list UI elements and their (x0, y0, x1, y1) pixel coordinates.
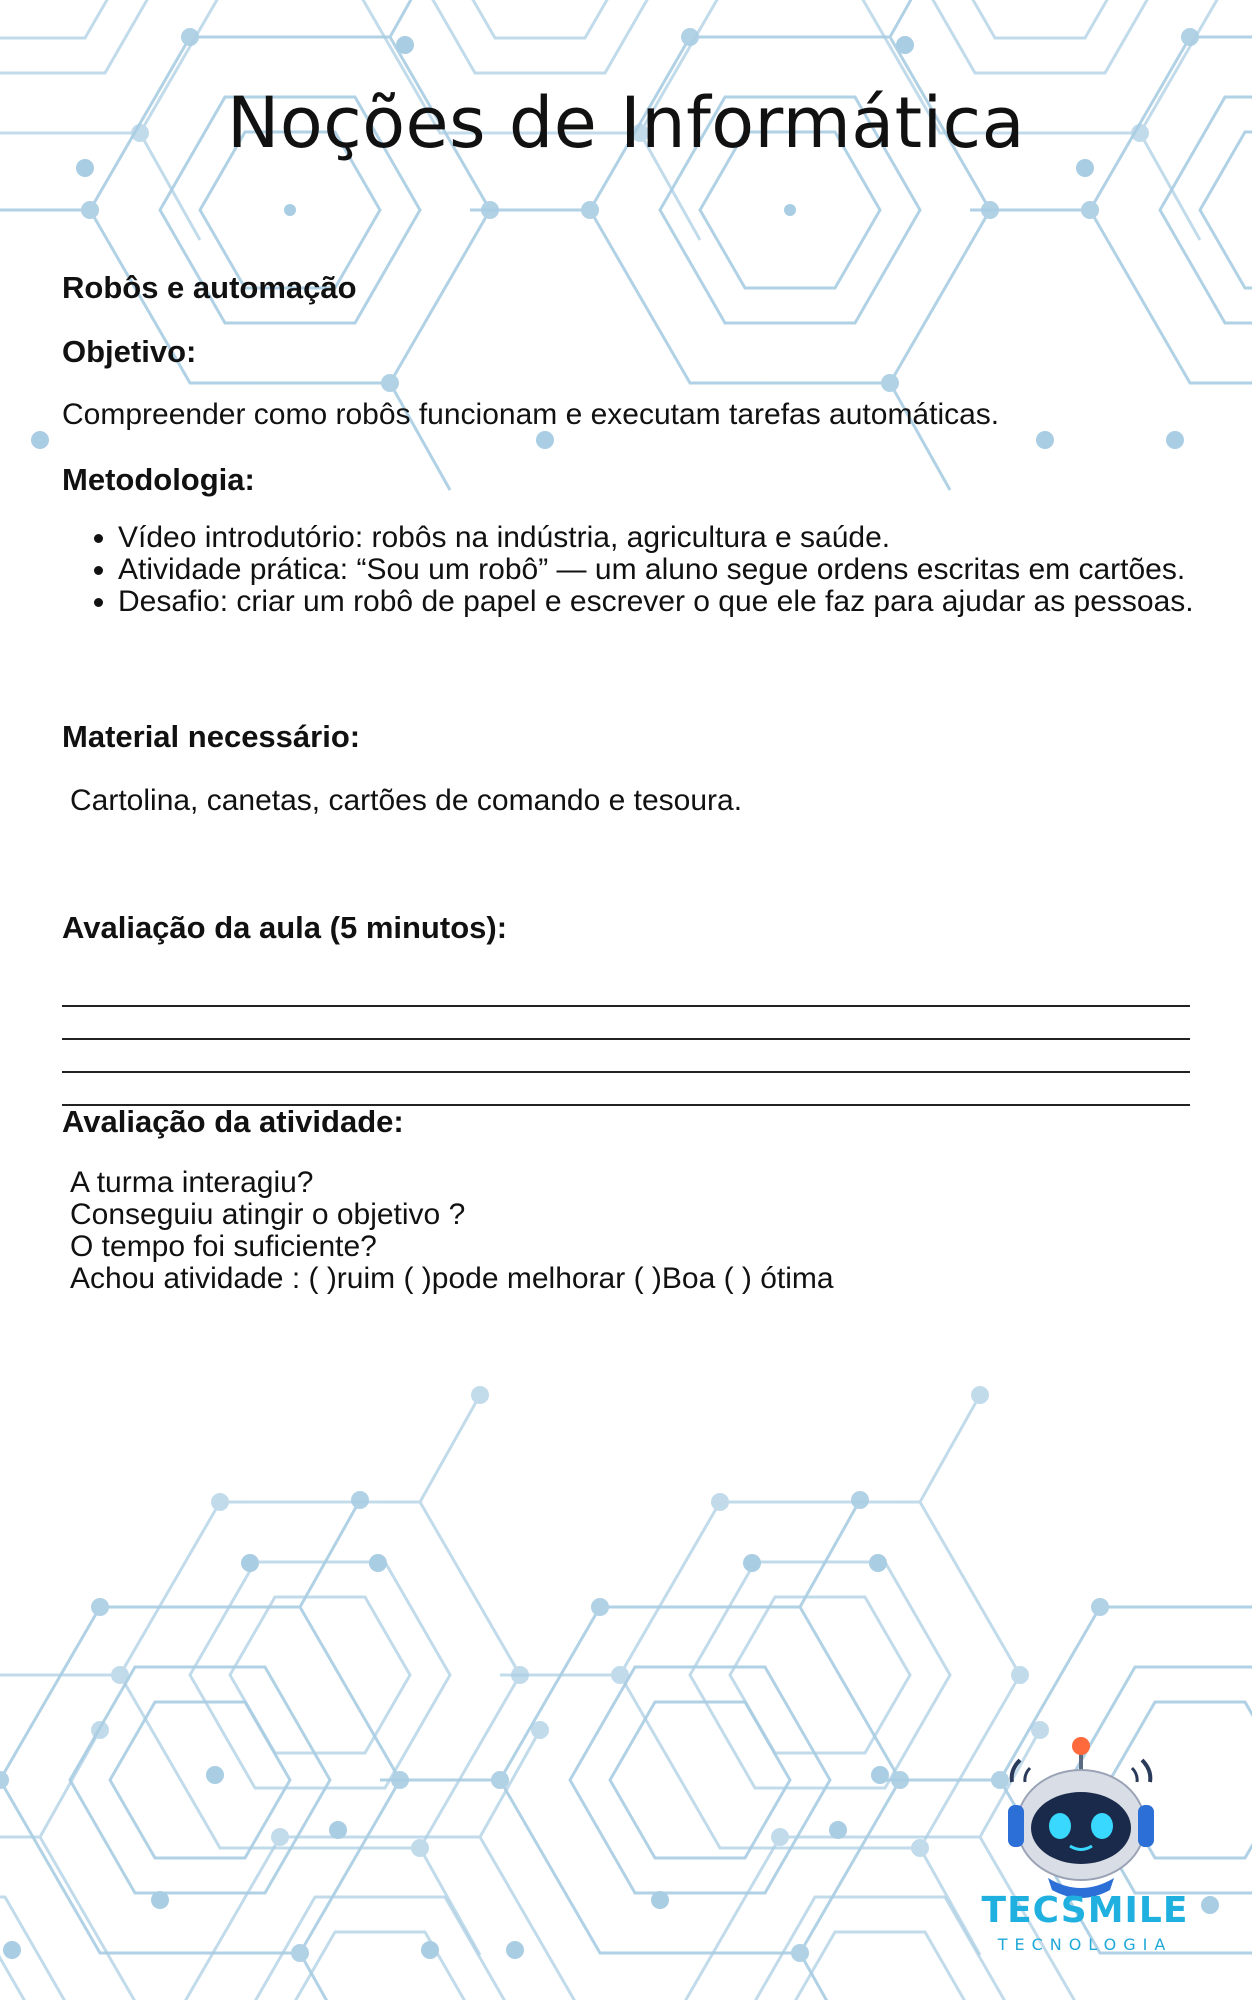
answer-lines (62, 974, 1190, 1106)
brand-tagline: TECNOLOGIA (997, 1935, 1173, 1954)
question-item: Achou atividade : ( )ruim ( )pode melhorar ( )Boa ( ) ótima (70, 1262, 834, 1295)
list-item: • Atividade prática: “Sou um robô” — um aluno segue ordens escritas em cartões. (118, 554, 1246, 586)
answer-line[interactable] (62, 1040, 1190, 1073)
question-item: O tempo foi suficiente? (70, 1230, 377, 1263)
objective-text: Compreender como robôs funcionam e executam tarefas automáticas. (62, 398, 1000, 431)
objective-heading: Objetivo: (62, 334, 197, 369)
activity-evaluation-heading: Avaliação da atividade: (62, 1104, 404, 1139)
list-item: • Desafio: criar um robô de papel e escrever o que ele faz para ajudar as pessoas. (118, 586, 1246, 618)
topic-heading: Robôs e automação (62, 270, 357, 305)
class-evaluation-heading: Avaliação da aula (5 minutos): (62, 910, 508, 945)
question-item: A turma interagiu? (70, 1166, 314, 1199)
methodology-list (62, 522, 1246, 618)
material-text: Cartolina, canetas, cartões de comando e tesoura. (70, 784, 743, 817)
answer-line[interactable] (62, 1073, 1190, 1106)
evaluation-questions (70, 1167, 834, 1295)
question-item: Conseguiu atingir o objetivo ? (70, 1198, 466, 1231)
page-title: Noções de Informática (227, 82, 1025, 164)
answer-line[interactable] (62, 1007, 1190, 1040)
brand-name: TECSMILE (981, 1890, 1189, 1931)
answer-line[interactable] (62, 974, 1190, 1007)
list-item: • Vídeo introdutório: robôs na indústria, agricultura e saúde. (118, 522, 1246, 554)
methodology-heading: Metodologia: (62, 462, 255, 497)
material-heading: Material necessário: (62, 719, 361, 754)
